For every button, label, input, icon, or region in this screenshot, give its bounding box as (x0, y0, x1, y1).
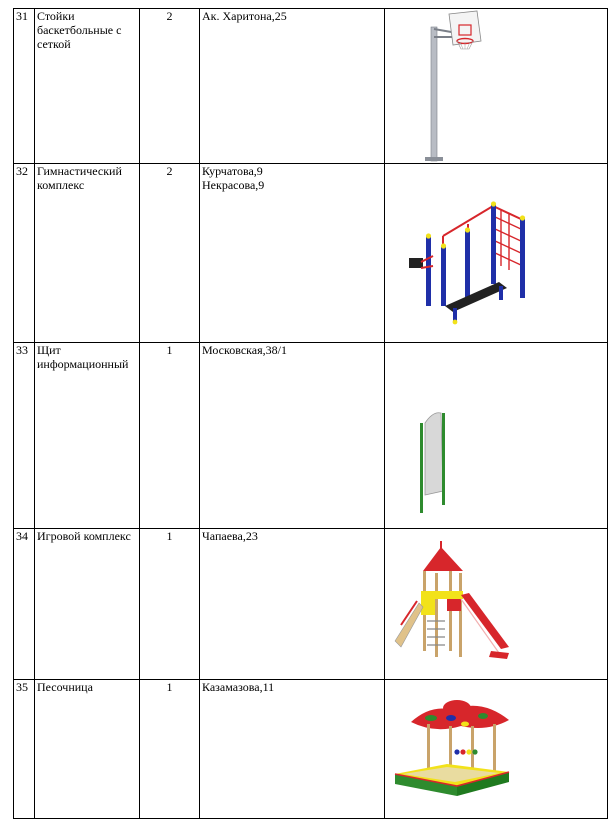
item-image-cell (385, 529, 608, 680)
item-name: Игровой комплекс (35, 529, 140, 680)
table-row (14, 164, 608, 343)
sandbox-icon (391, 694, 516, 804)
inventory-table (13, 8, 608, 819)
row-number: 33 (14, 343, 35, 529)
gymnastic-complex-icon (403, 196, 533, 326)
row-number: 35 (14, 680, 35, 819)
item-address (200, 680, 385, 819)
item-name: Стойки баскетбольные с сеткой (35, 9, 140, 164)
address-line: Ак. Харитона,25 (202, 9, 287, 23)
table-row (14, 680, 608, 819)
table-row (14, 343, 608, 529)
item-address (200, 529, 385, 680)
address-line: Казамазова,11 (202, 680, 275, 694)
item-quantity: 2 (140, 9, 200, 164)
address-line: Чапаева,23 (202, 529, 258, 543)
row-number: 32 (14, 164, 35, 343)
table-row (14, 529, 608, 680)
row-number: 34 (14, 529, 35, 680)
table-row (14, 9, 608, 164)
item-image-cell (385, 9, 608, 164)
item-image-cell (385, 164, 608, 343)
info-board-icon (415, 409, 455, 519)
address-line: Некрасова,9 (202, 178, 265, 192)
item-quantity: 1 (140, 680, 200, 819)
item-address (200, 343, 385, 529)
item-name: Гимнастический комплекс (35, 164, 140, 343)
item-address (200, 9, 385, 164)
item-quantity: 2 (140, 164, 200, 343)
item-quantity: 1 (140, 529, 200, 680)
item-image-cell (385, 680, 608, 819)
address-line: Курчатова,9 (202, 164, 263, 178)
play-complex-icon (391, 541, 511, 666)
item-quantity: 1 (140, 343, 200, 529)
item-image-cell (385, 343, 608, 529)
basketball-stand-icon (405, 9, 495, 164)
item-name: Щит информационный (35, 343, 140, 529)
item-address (200, 164, 385, 343)
address-line: Московская,38/1 (202, 343, 287, 357)
row-number: 31 (14, 9, 35, 164)
item-name: Песочница (35, 680, 140, 819)
